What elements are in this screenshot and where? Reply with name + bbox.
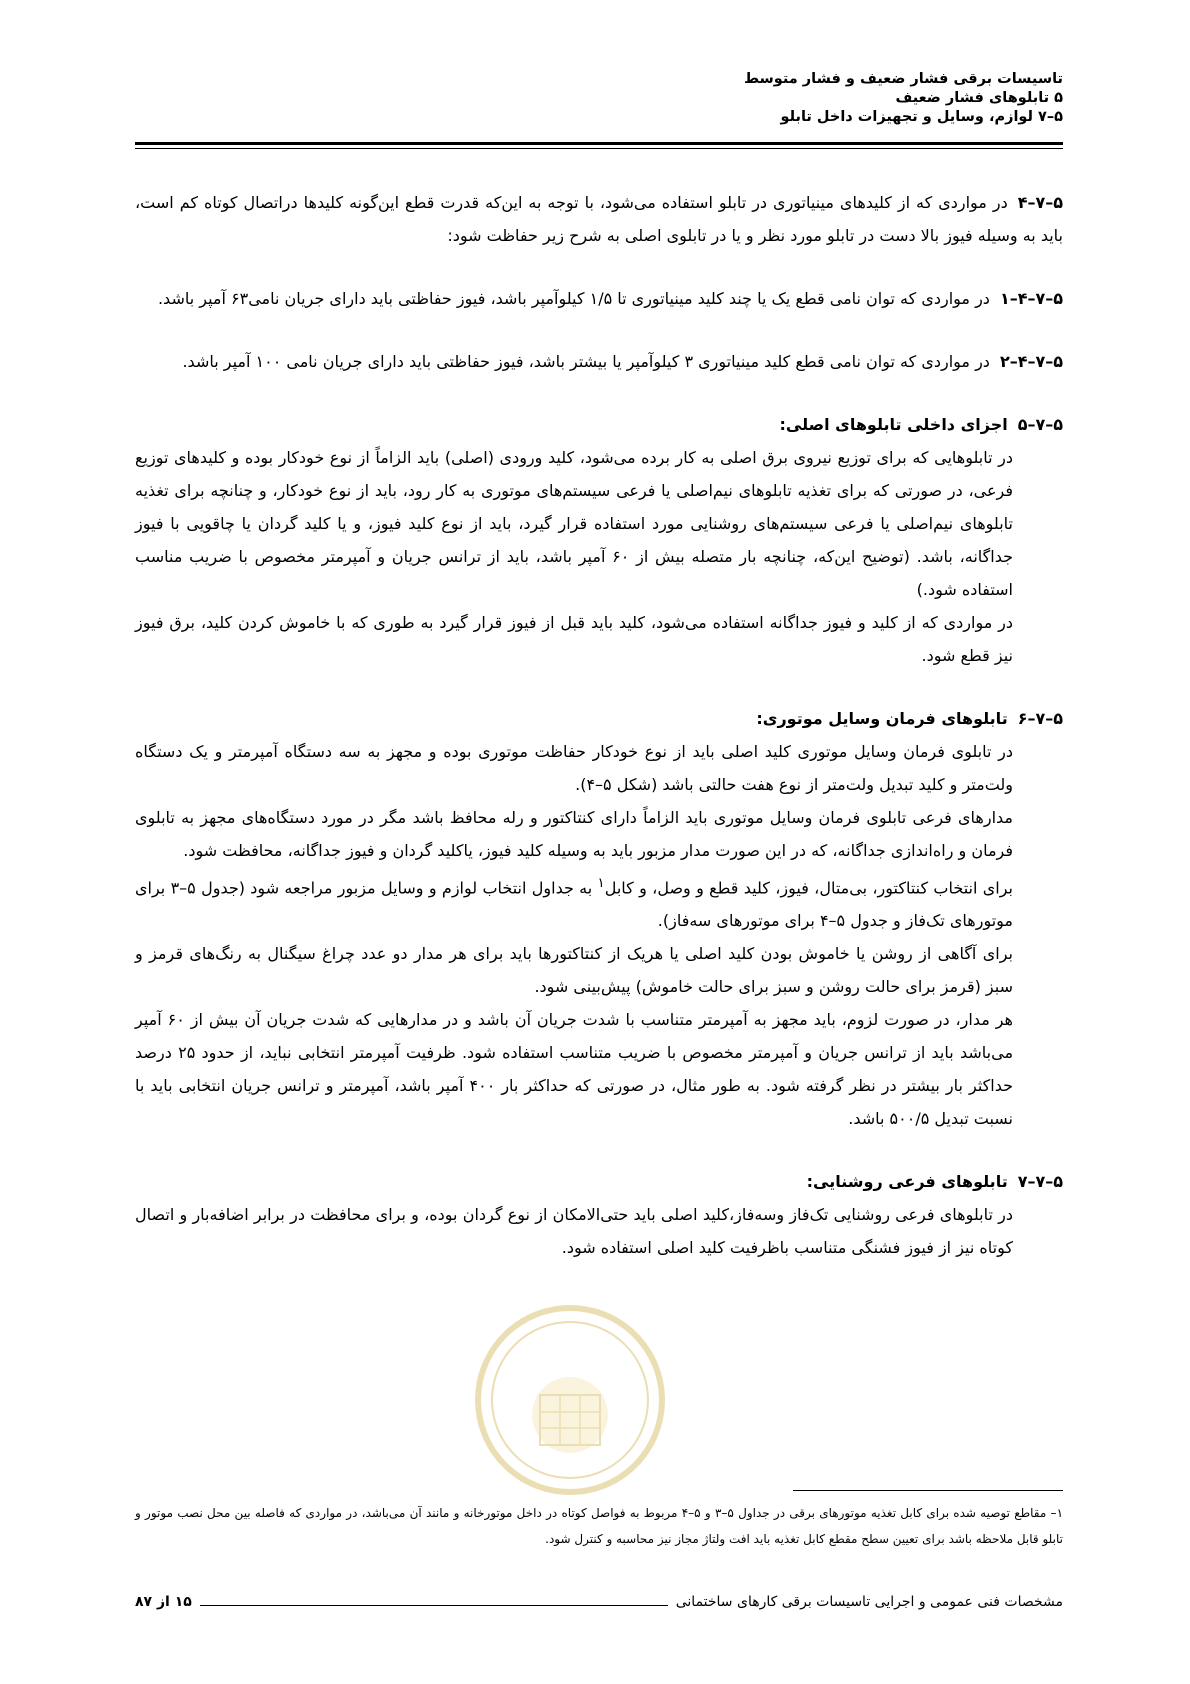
page-content [135,186,1063,1294]
footnote-divider [793,1490,1063,1491]
section-heading [135,408,1063,441]
section-5-7-6 [135,702,1063,1135]
section-5-7-4-2 [135,345,1063,378]
page-footer [135,1594,1063,1610]
section-title: اجزای داخلی تابلوهای اصلی: [779,415,1008,434]
header-divider-thick [135,142,1063,145]
header-divider-thin [135,148,1063,149]
paragraph: در تابلوهایی که برای توزیع نیروی برق اصلی به کار برده می‌شود، کلید ورودی (اصلی) باید الزاماً از نوع خودکار بوده و کلیدهای توزیع فرعی، در صورتی که برای تغذیه تابلوهای نیم‌اصلی یا فرعی سیستم‌های موتوری به کار رود، باید از نوع خودکار، و چنانچه برای تغذیه تابلوهای نیم‌اصلی یا فرعی سیستم‌های روشنایی مورد استفاده قرار گیرد، باید از نوع کلید فیوز، و یا کلید گردان یا چاقویی با فیوز جداگانه، باشد. (توضیح این‌که، چنانچه بار متصله بیش از ۶۰ آمپر باشد، باید از ترانس جریان و آمپرمتر مخصوص با ضریب مناسب استفاده شود.) [135,448,1014,599]
paragraph: برای آگاهی از روشن یا خاموش بودن کلید اصلی یا هریک از کنتاکتورها باید برای هر مدار دو عدد چراغ سیگنال به رنگ‌های قرمز و سبز (قرمز برای حالت روشن و سبز برای حالت خاموش) پیش‌بینی شود. [135,944,1013,997]
footer-title: مشخصات فنی عمومی و اجرایی تاسیسات برقی کارهای ساختمانی [675,1594,1063,1610]
section-5-7-5 [135,408,1063,672]
paragraph [135,867,1063,937]
section-text: در مواردی که توان نامی قطع یک یا چند کلید مینیاتوری تا ۱/۵ کیلوآمپر باشد، فیوز حفاظتی باید دارای جریان نامی۶۳ آمپر باشد. [157,289,990,308]
paragraph: مدارهای فرعی تابلوی فرمان وسایل موتوری باید الزاماً دارای کنتاکتور و رله محافظ باشد مگر در مورد دستگاه‌های مجهز به تابلوی فرمان و راه‌اندازی جداگانه، که در این صورت مدار مزبور باید به وسیله کلید فیوز، یاکلید گردان و فیوز جداگانه، محافظت شود. [135,808,1013,860]
section-5-7-4 [135,186,1063,252]
section-heading [135,702,1063,735]
section-number: ۵–۷–۴–۱ [999,289,1063,308]
section-text: در مواردی که از کلیدهای مینیاتوری در تابلو استفاده می‌شود، با توجه به این‌که قدرت قطع این‌گونه کلیدها دراتصال کوتاه کم است، باید به وسیله فیوز بالا دست در تابلو مورد نظر و یا در تابلوی اصلی به شرح زیر حفاظت شود: [135,193,1063,245]
section-number: ۵–۷–۶ [1017,709,1063,728]
section-5-7-4-1 [135,282,1063,315]
paragraph-text: به جداول انتخاب لوازم و وسایل مزبور مراجعه شود (جدول ۵–۳ برای موتورهای تک‌فاز و جدول ۵–۴ برای موتورهای سه‌فاز). [135,878,1013,931]
footer-divider [200,1605,668,1606]
footnote: ۱– مقاطع توصیه شده برای کابل تغذیه موتورهای برقی در جداول ۵–۳ و ۵–۴ مربوط به فواصل کوتاه در داخل موتورخانه و مانند آن می‌باشد، در مواردی که فاصله بین محل نصب موتور و تابلو قابل ملاحظه باشد برای تعیین سطح مقطع کابل تغذیه باید افت ولتاژ مجاز نیز محاسبه و کنترل شود. [135,1506,1064,1546]
section-text: در مواردی که توان نامی قطع کلید مینیاتوری ۳ کیلوآمپر یا بیشتر باشد، فیوز حفاظتی باید دارای جریان نامی ۱۰۰ آمپر باشد. [182,352,990,371]
page-header [127,70,1063,127]
watermark-seal [470,1300,670,1500]
page-number: ۱۵ از ۸۷ [135,1594,192,1610]
section-heading [135,1165,1063,1198]
paragraph: در مواردی که از کلید و فیوز جداگانه استفاده می‌شود، کلید باید قبل از فیوز قرار گیرد به طوری که با خاموش کردن کلید، برق فیوز نیز قطع شود. [135,613,1013,665]
section-number: ۵–۷–۴–۲ [999,352,1063,371]
section-title: تابلوهای فرمان وسایل موتوری: [756,709,1008,728]
section-number: ۵–۷–۴ [1017,193,1063,212]
header-chapter: ۵ تابلوهای فشار ضعیف [895,90,1063,106]
header-title: تاسیسات برقی فشار ضعیف و فشار متوسط [743,71,1063,87]
section-5-7-7 [135,1165,1063,1264]
paragraph: در تابلوهای فرعی روشنایی تک‌فاز وسه‌فاز،کلید اصلی باید حتی‌الامکان از نوع گردان بوده، و برای محافظت در برابر اضافه‌بار و اتصال کوتاه نیز از فیوز فشنگی متناسب باظرفیت کلید اصلی استفاده شود. [135,1205,1013,1258]
paragraph-text: برای انتخاب کنتاکتور، بی‌متال، فیوز، کلید قطع و وصل، و کابل [604,878,1013,898]
paragraph: در تابلوی فرمان وسایل موتوری کلید اصلی باید از نوع خودکار حفاظت موتوری بوده و مجهز به سه دستگاه آمپرمتر و یک دستگاه ولت‌متر و کلید تبدیل ولت‌متر از نوع هفت حالتی باشد (شکل ۵–۴). [135,742,1013,794]
paragraph: هر مدار، در صورت لزوم، باید مجهز به آمپرمتر متناسب با شدت جریان آن باشد و در مدارهایی که شدت جریان آن بیش از ۶۰ آمپر می‌باشد باید از ترانس جریان و آمپرمتر مخصوص با ضریب متناسب استفاده شود. ظرفیت آمپرمتر انتخابی نباید، از حدود ۲۵ درصد حداکثر بار بیشتر در نظر گرفته شود. به طور مثال، در صورتی که حداکثر بار ۴۰۰ آمپر باشد، آمپرمتر و ترانس جریان انتخابی باید با نسبت تبدیل ۵۰۰/۵ باشد. [135,1010,1014,1129]
section-title: تابلوهای فرعی روشنایی: [806,1172,1008,1192]
section-number: ۵–۷–۵ [1017,415,1063,434]
footnote-ref: ۱ [597,876,605,891]
section-number: ۵–۷–۷ [1017,1172,1063,1192]
header-section: ۵–۷ لوازم، وسایل و تجهیزات داخل تابلو [780,109,1063,125]
